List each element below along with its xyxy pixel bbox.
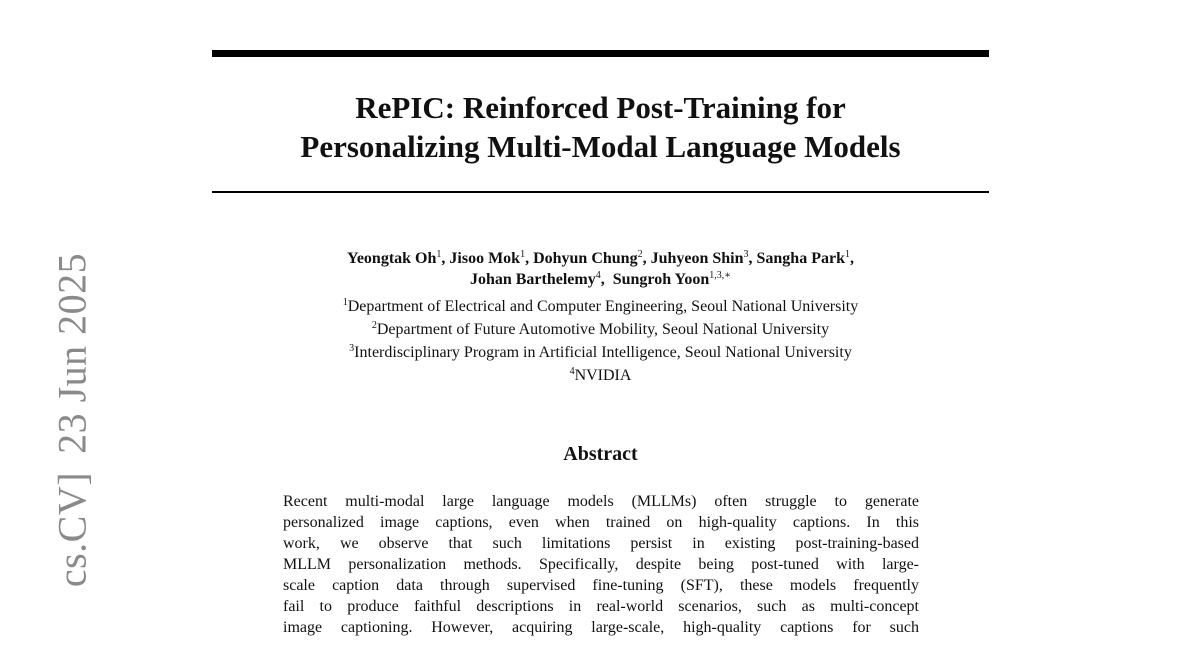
title-line: Personalizing Multi-Modal Language Models xyxy=(300,129,901,164)
author-name: Johan Barthelemy xyxy=(469,271,596,288)
author-affil-mark: 1 xyxy=(520,249,526,260)
author-name: Sangha Park xyxy=(756,250,845,267)
abstract-heading: Abstract xyxy=(563,443,638,465)
abstract-line: image captioning. However, acquiring large-scale, high-quality captions for such xyxy=(283,619,919,636)
affiliation-mark: 2 xyxy=(371,320,377,331)
abstract-line: scale caption data through supervised fine-tuning (SFT), these models frequently xyxy=(283,577,919,594)
author-name: Jisoo Mok xyxy=(449,250,521,267)
affiliation-mark: 4 xyxy=(569,366,575,377)
affiliation-text: Interdisciplinary Program in Artificial Intelligence, Seoul National University xyxy=(354,344,852,361)
affiliation-text: Department of Electrical and Computer Engineering, Seoul National University xyxy=(347,298,859,315)
author-affil-mark: 2 xyxy=(637,249,643,260)
author-name: Juhyeon Shin xyxy=(650,250,744,267)
title-line: RePIC: Reinforced Post-Training for xyxy=(355,90,846,125)
abstract-line: fail to produce faithful descriptions in real-world scenarios, such as multi-concept xyxy=(283,598,919,615)
affiliation-text: NVIDIA xyxy=(574,367,632,384)
author-name: Sungroh Yoon xyxy=(612,271,710,288)
affiliation xyxy=(212,364,989,387)
abstract-line: work, we observe that such limitations persist in existing post-training-based xyxy=(283,535,919,552)
abstract-body xyxy=(283,491,919,638)
arxiv-stamp xyxy=(49,253,96,587)
title-rule xyxy=(212,191,989,193)
abstract-line: MLLM personalization methods. Specifically, despite being post-tuned with large- xyxy=(283,556,919,573)
affiliation xyxy=(212,318,989,341)
affiliation xyxy=(212,295,989,318)
affiliation-mark: 1 xyxy=(342,297,348,308)
abstract-line: Recent multi-modal large language models (MLLMs) often struggle to generate xyxy=(283,493,919,510)
author-name: Dohyun Chung xyxy=(533,250,638,267)
author-affil-mark: 3 xyxy=(743,249,749,260)
author-name: Yeongtak Oh xyxy=(347,250,437,267)
abstract-line: personalized image captions, even when trained on high-quality captions. In this xyxy=(283,514,919,531)
affiliation xyxy=(212,341,989,364)
affiliation-text: Department of Future Automotive Mobility, Seoul National University xyxy=(376,321,830,338)
affiliation-list xyxy=(212,295,989,387)
paper-title xyxy=(212,88,989,166)
arxiv-date: 23 Jun 2025 xyxy=(49,252,95,454)
author-affil-mark: 4 xyxy=(595,270,601,281)
author-affil-mark: 1 xyxy=(436,249,442,260)
arxiv-category: cs.CV] xyxy=(49,471,95,588)
affiliation-mark: 3 xyxy=(349,343,355,354)
author-list: Yeongtak Oh$^1$, Jisoo Mok$^1$, Dohyun Chung$^2$, Juhyeon Shin$^3$, Sangha Park$^1$, Johan Barthelemy$^4$, Sungroh Yoon$^{1,3,∗}$ xyxy=(347,249,854,288)
top-rule xyxy=(212,50,989,57)
author-affil-mark: 1 xyxy=(844,249,850,260)
author-affil-mark: 1,3,∗ xyxy=(709,270,732,281)
